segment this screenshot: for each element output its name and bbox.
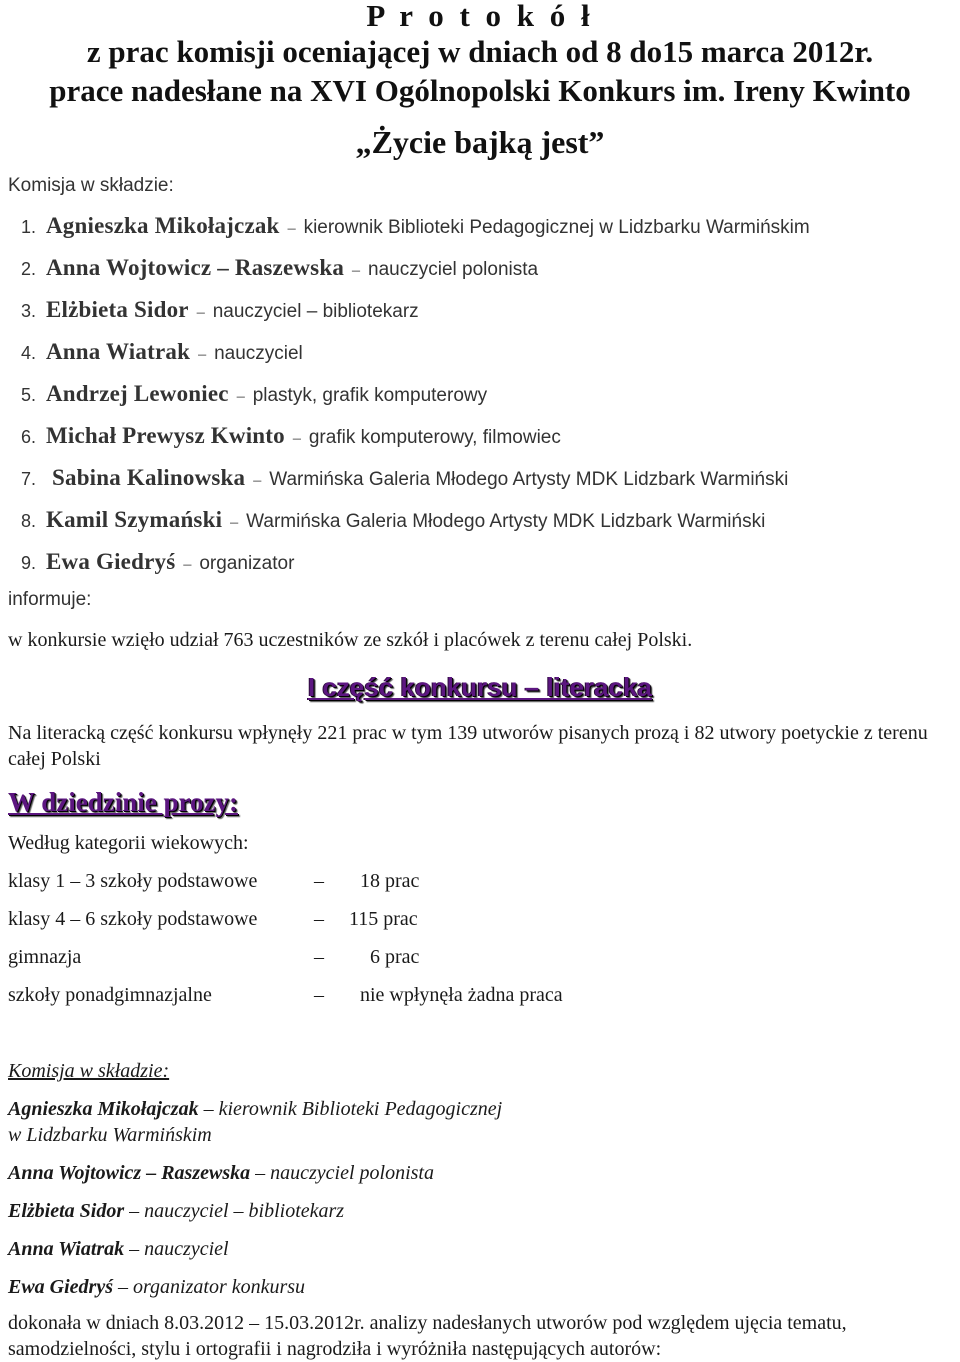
item-number: 8. [20,511,36,531]
member-name: Agnieszka Mikołajczak [8,1098,199,1120]
category-dash: – [314,870,324,892]
list-item: 7. Sabina Kalinowska – Warmińska Galeria Młodego Artysty MDK Lidzbark Warmiński [0,465,788,491]
member-name: Anna Wiatrak [8,1238,125,1260]
member-role: nauczyciel polonista [368,259,539,280]
member-role: grafik komputerowy, filmowiec [308,427,561,448]
member-role: kierownik Biblioteki Pedagogicznej [218,1098,503,1120]
title-line-1: z prac komisji oceniającej w dniach od 8 do15 marca 2012r. [86,34,874,69]
member-role: plastyk, grafik komputerowy [252,385,488,406]
age-categories-label: Według kategorii wiekowych: [8,832,249,854]
member-name: Andrzej Lewoniec [46,381,229,406]
list-item: 3. Elżbieta Sidor – nauczyciel – bibliotekarz [0,297,419,323]
committee2-item: Elżbieta Sidor – nauczyciel – bibliotekarz [8,1200,345,1222]
category-name: szkoły ponadgimnazjalne [8,984,212,1006]
category-count: 6 prac [370,946,420,968]
member-name: Anna Wiatrak [46,339,191,364]
member-name: Anna Wojtowicz – Raszewska [46,255,345,280]
committee-label: Komisja w składzie: [8,175,174,196]
member-role-cont: w Lidzbarku Warmińskim [8,1124,212,1146]
motto: „Życie bajką jest” [355,124,605,160]
committee2-item: Ewa Giedryś – organizator konkursu [8,1276,306,1298]
category-dash: – [314,984,324,1006]
member-role: nauczyciel – bibliotekarz [144,1200,345,1222]
category-count: nie wpłynęła żadna praca [360,984,563,1006]
title-line-2: prace nadesłane na XVI Ogólnopolski Konkurs im. Ireny Kwinto [49,73,911,108]
member-role: nauczyciel [144,1238,229,1260]
list-item: 4. Anna Wiatrak – nauczyciel [0,339,303,365]
category-count: 18 prac [360,870,420,892]
item-number: 5. [20,385,36,405]
section-title-literary: I część konkursu – literacka [308,672,652,702]
literary-intro: Na literacką część konkursu wpłynęły 221 prac w tym 139 utworów pisanych prozą i 82 utwory poetyckie z terenu całej Polski [8,722,928,770]
member-role: nauczyciel polonista [270,1162,434,1184]
member-name: Ewa Giedryś [46,549,176,574]
item-number: 3. [20,301,36,321]
member-name: Kamil Szymański [46,507,223,532]
member-name: Sabina Kalinowska [52,465,246,490]
member-role: nauczyciel [214,343,303,364]
item-number: 4. [20,343,36,363]
category-name: gimnazja [8,946,82,968]
participation-text: w konkursie wzięło udział 763 uczestników ze szkół i placówek z terenu całej Polski. [8,629,693,651]
member-name: Elżbieta Sidor [46,297,189,322]
category-name: klasy 1 – 3 szkoły podstawowe [8,870,258,892]
item-number: 6. [20,427,36,447]
item-number: 2. [20,259,36,279]
list-item: 8. Kamil Szymański – Warmińska Galeria Młodego Artysty MDK Lidzbark Warmiński [0,507,765,533]
member-role: organizator [199,553,295,574]
member-name: Michał Prewysz Kwinto [46,423,285,448]
committee2-item: Anna Wojtowicz – Raszewska – nauczyciel polonista [8,1162,434,1184]
list-item: 5. Andrzej Lewoniec – plastyk, grafik komputerowy [0,381,487,407]
committee2-item: Anna Wiatrak – nauczyciel [8,1238,229,1260]
member-role: nauczyciel – bibliotekarz [212,301,419,322]
member-role: kierownik Biblioteki Pedagogicznej w Lidzbarku Warmińskim [303,217,810,238]
member-name: Elżbieta Sidor [8,1200,125,1222]
item-number: 1. [20,217,36,237]
list-item: 2. Anna Wojtowicz – Raszewska – nauczyciel polonista [0,255,538,281]
member-name: Ewa Giedryś [8,1276,113,1298]
category-name: klasy 4 – 6 szkoły podstawowe [8,908,258,930]
member-name: Agnieszka Mikołajczak [46,213,280,238]
list-item: 1. Agnieszka Mikołajczak – kierownik Biblioteki Pedagogicznej w Lidzbarku Warmińskim [0,213,810,239]
member-role: organizator konkursu [133,1276,306,1298]
prose-heading: W dziedzinie prozy: [8,787,238,817]
informs-label: informuje: [8,589,92,610]
category-dash: – [314,908,324,930]
list-item: 9. Ewa Giedryś – organizator [0,549,294,575]
member-name: Anna Wojtowicz – Raszewska [8,1162,251,1184]
committee-label-2: Komisja w składzie: [8,1060,170,1082]
document-title: P r o t o k ó ł [366,0,594,33]
category-count: 115 prac [349,908,418,930]
list-item: 6. Michał Prewysz Kwinto – grafik komputerowy, filmowiec [0,423,561,449]
member-role: Warmińska Galeria Młodego Artysty MDK Lidzbark Warmiński [246,511,766,532]
committee2-item: Agnieszka Mikołajczak – kierownik Biblioteki Pedagogicznej w Lidzbarku Warmińskim [8,1098,503,1146]
item-number: 9. [20,553,36,573]
member-role: Warmińska Galeria Młodego Artysty MDK Lidzbark Warmiński [269,469,789,490]
category-dash: – [314,946,324,968]
item-number: 7. [20,469,36,489]
closing-text: dokonała w dniach 8.03.2012 – 15.03.2012r. analizy nadesłanych utworów pod względem ujęcia tematu, samodzielności, stylu i ortografii i nagrodziła i wyróżniła następujących autorów: [8,1312,847,1360]
